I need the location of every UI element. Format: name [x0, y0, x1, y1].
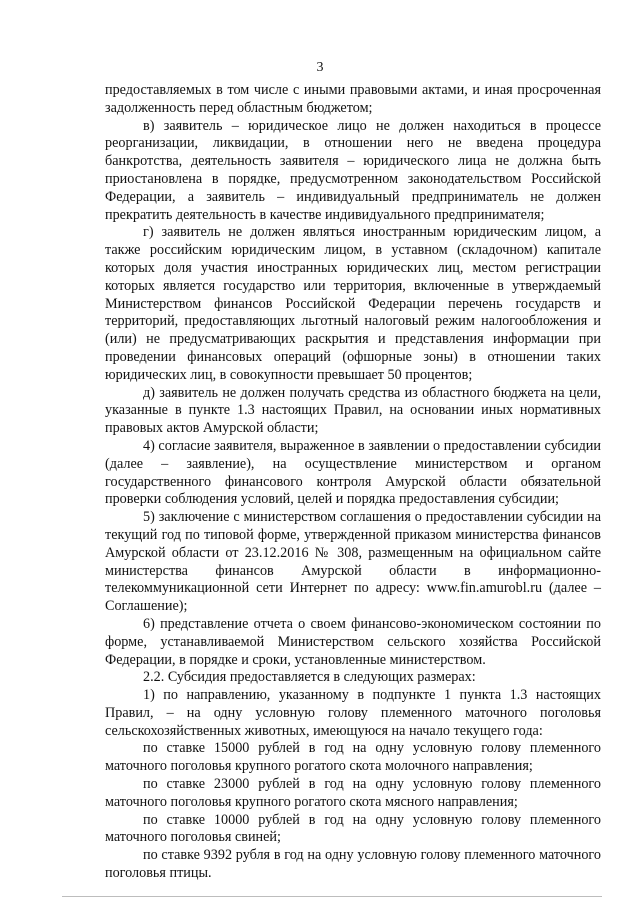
paragraph-rate-beef-cattle: по ставке 23000 рублей в год на одну условную голову племенного маточного поголовья крупного рогатого скота мясного направления;: [105, 776, 601, 810]
paragraph-continuation: предоставляемых в том числе с иными правовыми актами, и иная просроченная задолженность перед областным бюджетом;: [105, 82, 601, 116]
paragraph-item-6: 6) представление отчета о своем финансово-экономическом состоянии по форме, устанавливаемой Министерством сельского хозяйства Российской Федерации, в порядке и сроки, установленные министерством.: [105, 615, 601, 668]
paragraph-condition-g: г) заявитель не должен являться иностранным юридическим лицом, а также российским юридическим лицом, в уставном (складочном) капитале которых доля участия иностранных юридических лиц, местом регистрации которых является государство или территория, включенные в утверждаемый Министерством финансов Российской Федерации перечень государств и территорий, предоставляющих льготный налоговый режим налогообложения и (или) не предусматривающих раскрытия и представления информации при проведении финансовых операций (офшорные зоны) в отношении таких юридических лиц, в совокупности превышает 50 процентов;: [105, 224, 601, 383]
paragraph-condition-d: д) заявитель не должен получать средства из областного бюджета на цели, указанные в пункте 1.3 настоящих Правил, на основании иных нормативных правовых актов Амурской области;: [105, 384, 601, 437]
paragraph-item-5: 5) заключение с министерством соглашения о предоставлении субсидии на текущий год по типовой форме, утвержденной приказом министерства финансов Амурской области от 23.12.2016 № 308, размещенным на официальном сайте министерства финансов Амурской области в информационно-телекоммуникационной сети Интернет по адресу: www.fin.amurobl.ru (далее – Соглашение);: [105, 509, 601, 615]
page-number: 3: [316, 60, 324, 75]
paragraph-rate-poultry: по ставке 9392 рубля в год на одну условную голову племенного маточного поголовья птицы.: [105, 847, 601, 882]
paragraph-rate-pigs: по ставке 10000 рублей в год на одну условную голову племенного маточного поголовья свиней;: [105, 811, 601, 846]
document-body: [105, 82, 601, 883]
scan-edge-line: [62, 896, 602, 897]
paragraph-rate-dairy-cattle: по ставке 15000 рублей в год на одну условную голову племенного маточного поголовья крупного рогатого скота молочного направления;: [105, 740, 601, 775]
paragraph-condition-v: в) заявитель – юридическое лицо не должен находиться в процессе реорганизации, ликвидации, в отношении него не введена процедура банкротства, деятельность заявителя – юридического лица не должна быть приостановлена в порядке, предусмотренном законодательством Российской Федерации, а заявитель – индивидуальный предприниматель не должен прекратить деятельность в качестве индивидуального предпринимателя;: [105, 117, 601, 223]
paragraph-direction-1: 1) по направлению, указанному в подпункте 1 пункта 1.3 настоящих Правил, – на одну условную голову племенного маточного поголовья сельскохозяйственных животных, имеющуюся на начало текущего года:: [105, 687, 601, 739]
paragraph-section-2-2: 2.2. Субсидия предоставляется в следующих размерах:: [143, 669, 476, 686]
paragraph-item-4: 4) согласие заявителя, выраженное в заявлении о предоставлении субсидии (далее – заявление), на осуществление министерством и органом государственного финансового контроля Амурской области обязательной проверки соблюдения условий, целей и порядка предоставления субсидии;: [105, 437, 601, 508]
